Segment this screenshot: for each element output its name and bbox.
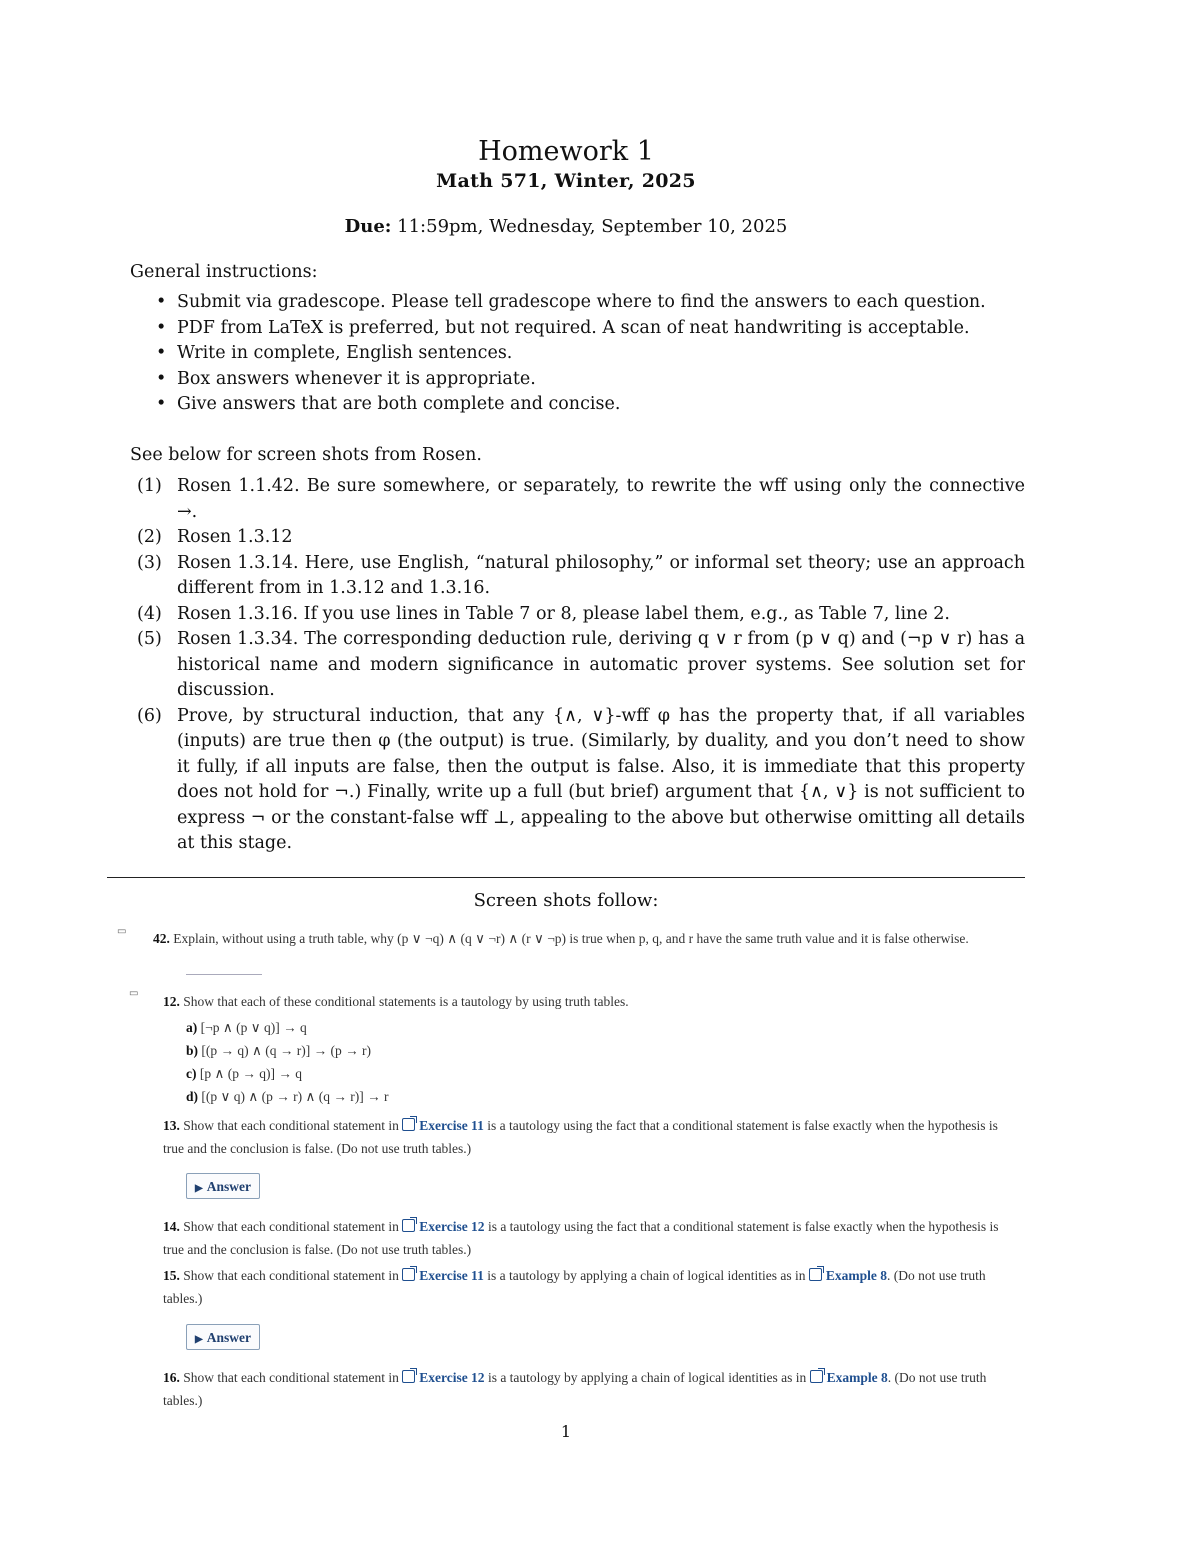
page-number: 1 [560,1422,572,1441]
answer-button[interactable]: ▶ Answer [186,1324,260,1350]
expand-triangle-icon: ▶ [195,1183,203,1194]
exercise-42 [153,928,998,950]
external-link-icon [810,1370,823,1383]
list-item: • PDF from LaTeX is preferred, but not required. A scan of neat handwriting is acceptable. [150,316,1025,342]
problem-item [130,474,1025,525]
list-item: • Give answers that are both complete and concise. [150,392,1025,418]
due-value: 11:59pm, Wednesday, September 10, 2025 [397,216,788,237]
exercise-part: c) [p ∧ (p → q)] → q [186,1066,302,1081]
problem-text: Rosen 1.3.16. If you use lines in Table 7 or 8, please label them, e.g., as Table 7, line 2. [177,603,950,624]
exercise-13: 13. Show that each conditional statement in Exercise 11 is a tautology using the fact that a conditional statement is false exactly when the hypothesis is true and the conclusion is false. (Do not use truth tables.) [163,1118,998,1156]
exercise-link[interactable]: Exercise 11 [419,1268,484,1283]
exercise-marker-icon: ▭ [117,926,127,937]
list-item: • Submit via gradescope. Please tell gradescope where to find the answers to each question. [150,290,1025,316]
problem-text: Rosen 1.3.34. The corresponding deduction rule, deriving q ∨ r from (p ∨ q) and (¬p ∨ r) has a historical name and modern significance in automatic prover systems. See solution set for discussion. [177,629,1025,700]
course-subtitle: Math 571, Winter, 2025 [436,170,696,192]
external-link-icon [402,1118,415,1131]
due-label: Due: [344,216,392,237]
list-item: • Box answers whenever it is appropriate. [150,367,1025,393]
exercise-part: a) [¬p ∧ (p ∨ q)] → q [186,1020,307,1035]
due-date [0,216,1132,237]
problem-item [130,704,1025,857]
instructions-label: General instructions: [130,262,318,282]
problem-text: Prove, by structural induction, that any {∧, ∨}-wff φ has the property that, if all variables (inputs) are true then φ (the output) is true. (Similarly, by duality, and you don’t need to show it fully, if all inputs are false, then the output is false. Also, it is immediate that this property does not hold for ¬.) Finally, write up a full (but brief) argument that {∧, ∨} is not sufficient to express ¬ or the constant-false wff ⊥, appealing to the above but otherwise omitting all details at this stage. [177,705,1025,853]
exercise-text: Explain, without using a truth table, why (p ∨ ¬q) ∧ (q ∨ ¬r) ∧ (r ∨ ¬p) is true when p, q, and r have the same truth value and it is false otherwise. [173,931,969,946]
answer-button[interactable]: ▶ Answer [186,1173,260,1199]
screenshots-header: Screen shots follow: [473,890,659,911]
problem-text: Rosen 1.1.42. Be sure somewhere, or separately, to rewrite the wff using only the connective →. [177,476,1025,522]
problem-item [130,602,1025,628]
external-link-icon [809,1268,822,1281]
exercise-part: d) [(p ∨ q) ∧ (p → r) ∧ (q → r)] → r [186,1089,389,1104]
problem-number: (1) [137,476,162,496]
exercise-16: 16. Show that each conditional statement in Exercise 12 is a tautology by applying a chain of logical identities as in Example 8. (Do not use truth tables.) [163,1370,987,1408]
problem-number: (3) [137,552,162,573]
example-link[interactable]: Example 8 [825,1268,888,1283]
problem-item [130,627,1025,704]
exercise-12 [163,991,1003,1013]
problem-number: (2) [137,527,162,547]
problem-item [130,525,1025,551]
exercise-link[interactable]: Exercise 12 [419,1370,485,1385]
exercise-marker-icon: ▭ [129,988,139,999]
problem-text: Rosen 1.3.12 [177,527,293,547]
external-link-icon [402,1370,415,1383]
answer-placeholder-line [186,974,262,975]
problem-item [130,551,1025,602]
exercise-number: 42. [153,931,170,946]
expand-triangle-icon: ▶ [195,1334,203,1345]
problem-number: (6) [137,705,162,726]
exercise-text: Show that each of these conditional statements is a tautology by using truth tables. [183,994,629,1009]
instructions-list [150,290,1025,418]
exercise-14: 14. Show that each conditional statement in Exercise 12 is a tautology using the fact that a conditional statement is false exactly when the hypothesis is true and the conclusion is false. (Do not use truth tables.) [163,1219,999,1257]
external-link-icon [402,1219,415,1232]
problem-number: (5) [137,629,162,649]
exercise-15: 15. Show that each conditional statement in Exercise 11 is a tautology by applying a chain of logical identities as in Example 8. (Do not use truth tables.) [163,1268,986,1306]
section-divider [107,877,1025,878]
exercise-part: b) [(p → q) ∧ (q → r)] → (p → r) [186,1043,371,1058]
example-link[interactable]: Example 8 [826,1370,888,1385]
exercise-link[interactable]: Exercise 12 [419,1219,485,1234]
exercise-link[interactable]: Exercise 11 [419,1118,484,1133]
see-below-note: See below for screen shots from Rosen. [130,445,482,465]
problem-list [130,474,1025,857]
exercise-number: 12. [163,994,180,1009]
problem-number: (4) [137,603,162,624]
document-title: Homework 1 [478,136,654,167]
problem-text: Rosen 1.3.14. Here, use English, “natural philosophy,” or informal set theory; use an approach different from in 1.3.12 and 1.3.16. [177,552,1025,598]
list-item: • Write in complete, English sentences. [150,341,1025,367]
external-link-icon [402,1268,415,1281]
